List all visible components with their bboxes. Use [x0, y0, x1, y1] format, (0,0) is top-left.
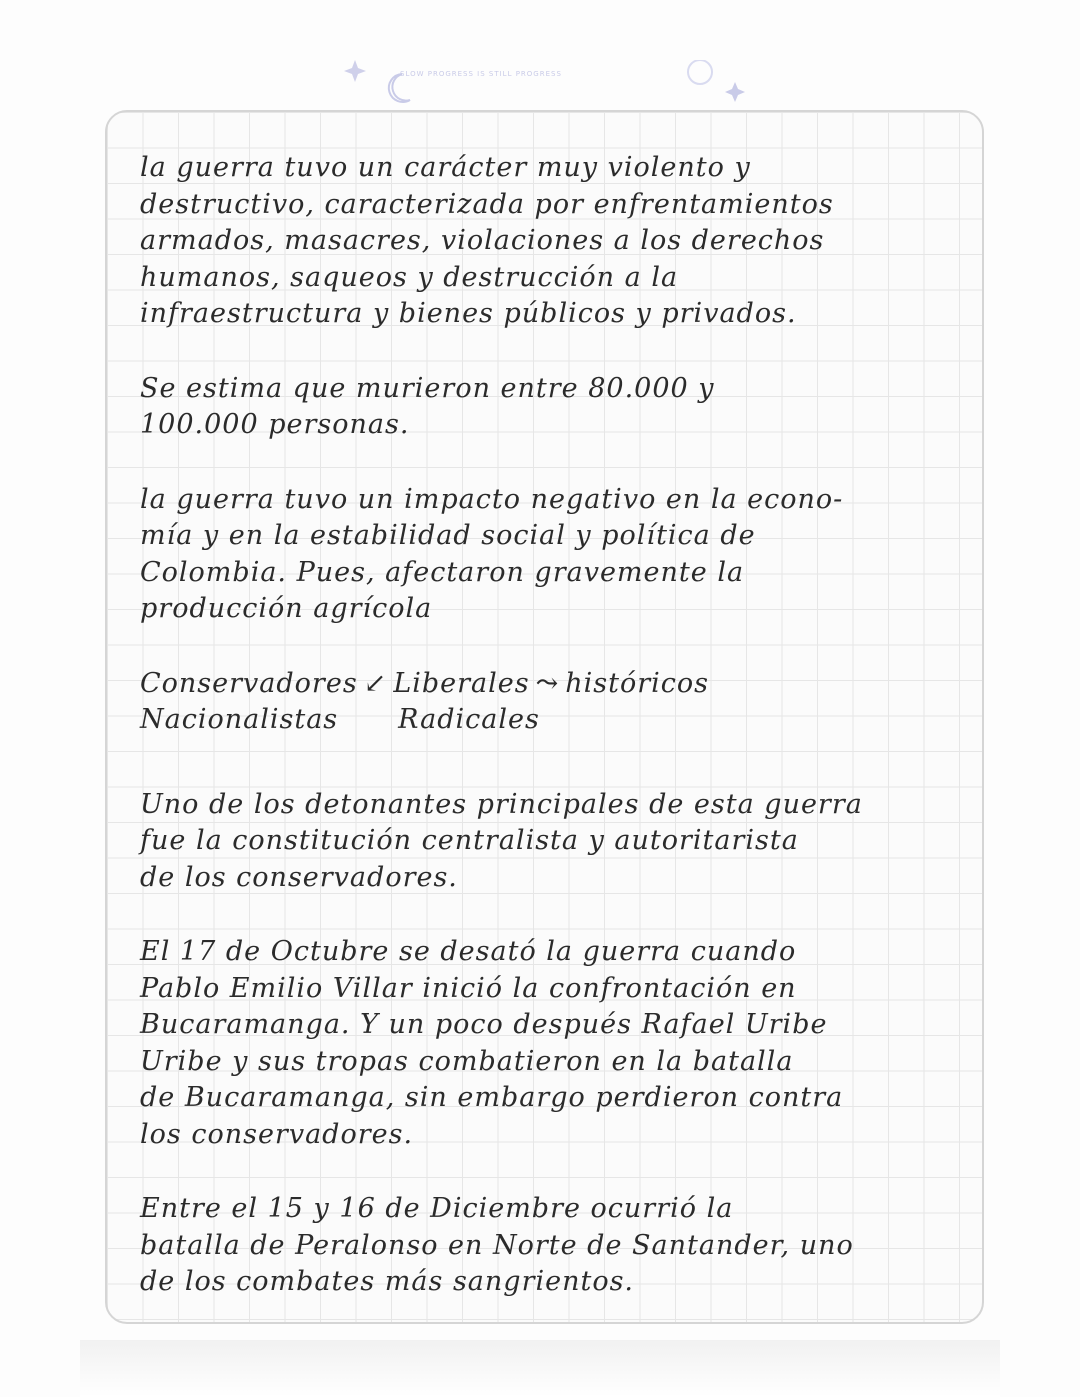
text-line: armados, masacres, violaciones a los derechos	[140, 225, 825, 256]
text-line: infraestructura y bienes públicos y privados.	[140, 298, 797, 329]
text-line: la guerra tuvo un impacto negativo en la econo-	[140, 483, 844, 515]
text-line: Pablo Emilio Villar inició la confrontación en	[140, 972, 797, 1004]
party-nacionalistas: Nacionalistas	[140, 704, 339, 735]
text-line: Colombia. Pues, afectaron gravemente la	[140, 556, 745, 588]
arrow-right-icon: ⤳	[535, 667, 560, 699]
party-conservadores: Conservadores	[140, 667, 358, 699]
text-line: mía y en la estabilidad social y política de	[140, 520, 756, 551]
text-line: de Bucaramanga, sin embargo perdieron contra	[140, 1082, 844, 1113]
text-line: El 17 de Octubre se desató la guerra cuando	[140, 936, 797, 967]
parties-diagram	[140, 666, 960, 739]
header-decoration	[340, 60, 760, 110]
arrow-down-left-icon: ↙	[363, 667, 388, 699]
text-line: batalla de Peralonso en Norte de Santander, uno	[140, 1229, 854, 1261]
text-line: fue la constitución centralista y autoritarista	[140, 825, 799, 856]
moon-star-icon	[340, 60, 760, 110]
paragraph-violence	[140, 150, 960, 333]
text-line: 100.000 personas.	[140, 409, 410, 440]
parties-row-top	[140, 666, 960, 703]
page-shadow	[80, 1340, 1000, 1397]
text-line: de los combates más sangrientos.	[140, 1266, 635, 1297]
text-line: humanos, saqueos y destrucción a la	[140, 261, 679, 293]
party-historicos: históricos	[565, 667, 710, 699]
text-line: de los conservadores.	[140, 861, 458, 893]
handwritten-notes	[140, 150, 960, 1339]
text-line: Uribe y sus tropas combatieron en la batalla	[140, 1045, 794, 1077]
party-radicales: Radicales	[398, 704, 540, 735]
text-line: los conservadores.	[140, 1118, 414, 1150]
text-line: Entre el 15 y 16 de Diciembre ocurrió la	[140, 1193, 734, 1224]
paragraph-october	[140, 934, 960, 1153]
paragraph-deaths	[140, 371, 960, 444]
party-liberales: Liberales	[393, 667, 530, 699]
text-line: la guerra tuvo un carácter muy violento y	[140, 152, 751, 183]
paragraph-detonantes	[140, 787, 960, 897]
header-banner-text: SLOW PROGRESS IS STILL PROGRESS	[400, 70, 562, 78]
text-line: producción agrícola	[140, 593, 433, 624]
paragraph-december	[140, 1191, 960, 1301]
text-line: Uno de los detonantes principales de esta guerra	[140, 788, 863, 820]
paragraph-impact	[140, 482, 960, 628]
text-line: Bucaramanga. Y un poco después Rafael Uribe	[140, 1009, 828, 1040]
parties-row-bottom	[140, 702, 960, 739]
text-line: Se estima que murieron entre 80.000 y	[140, 372, 715, 404]
text-line: destructivo, caracterizada por enfrentamientos	[140, 188, 834, 220]
